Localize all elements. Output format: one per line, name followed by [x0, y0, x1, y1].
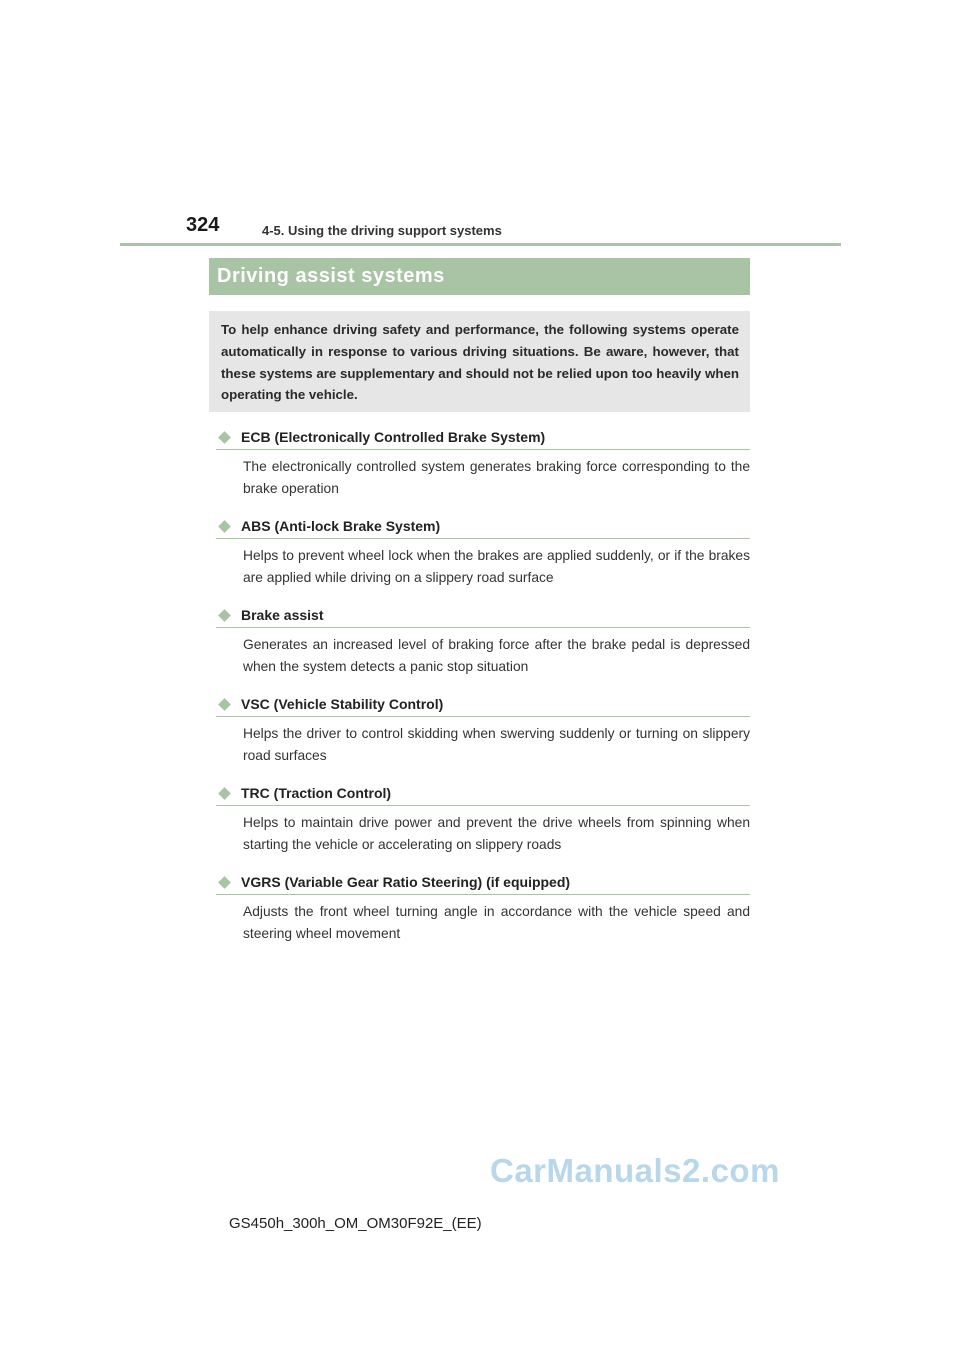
item-heading: [216, 425, 750, 450]
manual-code: GS450h_300h_OM_OM30F92E_(EE): [229, 1215, 482, 1232]
item-title: VSC (Vehicle Stability Control): [241, 696, 444, 712]
item-description: Helps to prevent wheel lock when the brakes are applied suddenly, or if the brakes are applied while driving on a slippery road surface: [243, 548, 750, 585]
section-title: 4-5. Using the driving support systems: [262, 223, 502, 238]
page-title: Driving assist systems: [217, 265, 445, 287]
diamond-bullet-icon: [218, 698, 231, 711]
list-item: [216, 870, 750, 945]
item-heading: [216, 781, 750, 806]
list-item: [216, 603, 750, 678]
header-rule: [120, 243, 841, 246]
item-heading: [216, 692, 750, 717]
list-item: [216, 514, 750, 589]
item-heading: [216, 514, 750, 539]
item-description: Generates an increased level of braking force after the brake pedal is depressed when the system detects a panic stop situation: [243, 637, 750, 674]
item-heading: [216, 603, 750, 628]
item-title: ECB (Electronically Controlled Brake System): [241, 429, 546, 445]
diamond-bullet-icon: [218, 787, 231, 800]
item-description: Adjusts the front wheel turning angle in accordance with the vehicle speed and steering wheel movement: [243, 904, 750, 941]
diamond-bullet-icon: [218, 431, 231, 444]
list-item: [216, 692, 750, 767]
list-item: [216, 425, 750, 500]
item-description: Helps to maintain drive power and prevent the drive wheels from spinning when starting the vehicle or accelerating on slippery roads: [243, 815, 750, 852]
item-title: TRC (Traction Control): [241, 785, 392, 801]
item-title: ABS (Anti-lock Brake System): [241, 518, 441, 534]
list-item: [216, 781, 750, 856]
diamond-bullet-icon: [218, 876, 231, 889]
item-description: Helps the driver to control skidding when swerving suddenly or turning on slippery road surfaces: [243, 726, 750, 763]
item-title: Brake assist: [241, 607, 324, 623]
intro-box: To help enhance driving safety and performance, the following systems operate automatically in response to various driving situations. Be aware, however, that these systems are supplementary and should not be relied upon too heavily when operating the vehicle.: [209, 311, 750, 412]
page-title-bar: [209, 258, 750, 295]
watermark-logo: CarManuals2.com: [490, 1152, 780, 1189]
page-number: 324: [186, 214, 220, 236]
item-heading: [216, 870, 750, 895]
systems-list: [216, 425, 750, 959]
diamond-bullet-icon: [218, 609, 231, 622]
diamond-bullet-icon: [218, 520, 231, 533]
item-title: VGRS (Variable Gear Ratio Steering) (if equipped): [241, 874, 571, 890]
item-description: The electronically controlled system generates braking force corresponding to the brake operation: [243, 459, 750, 496]
